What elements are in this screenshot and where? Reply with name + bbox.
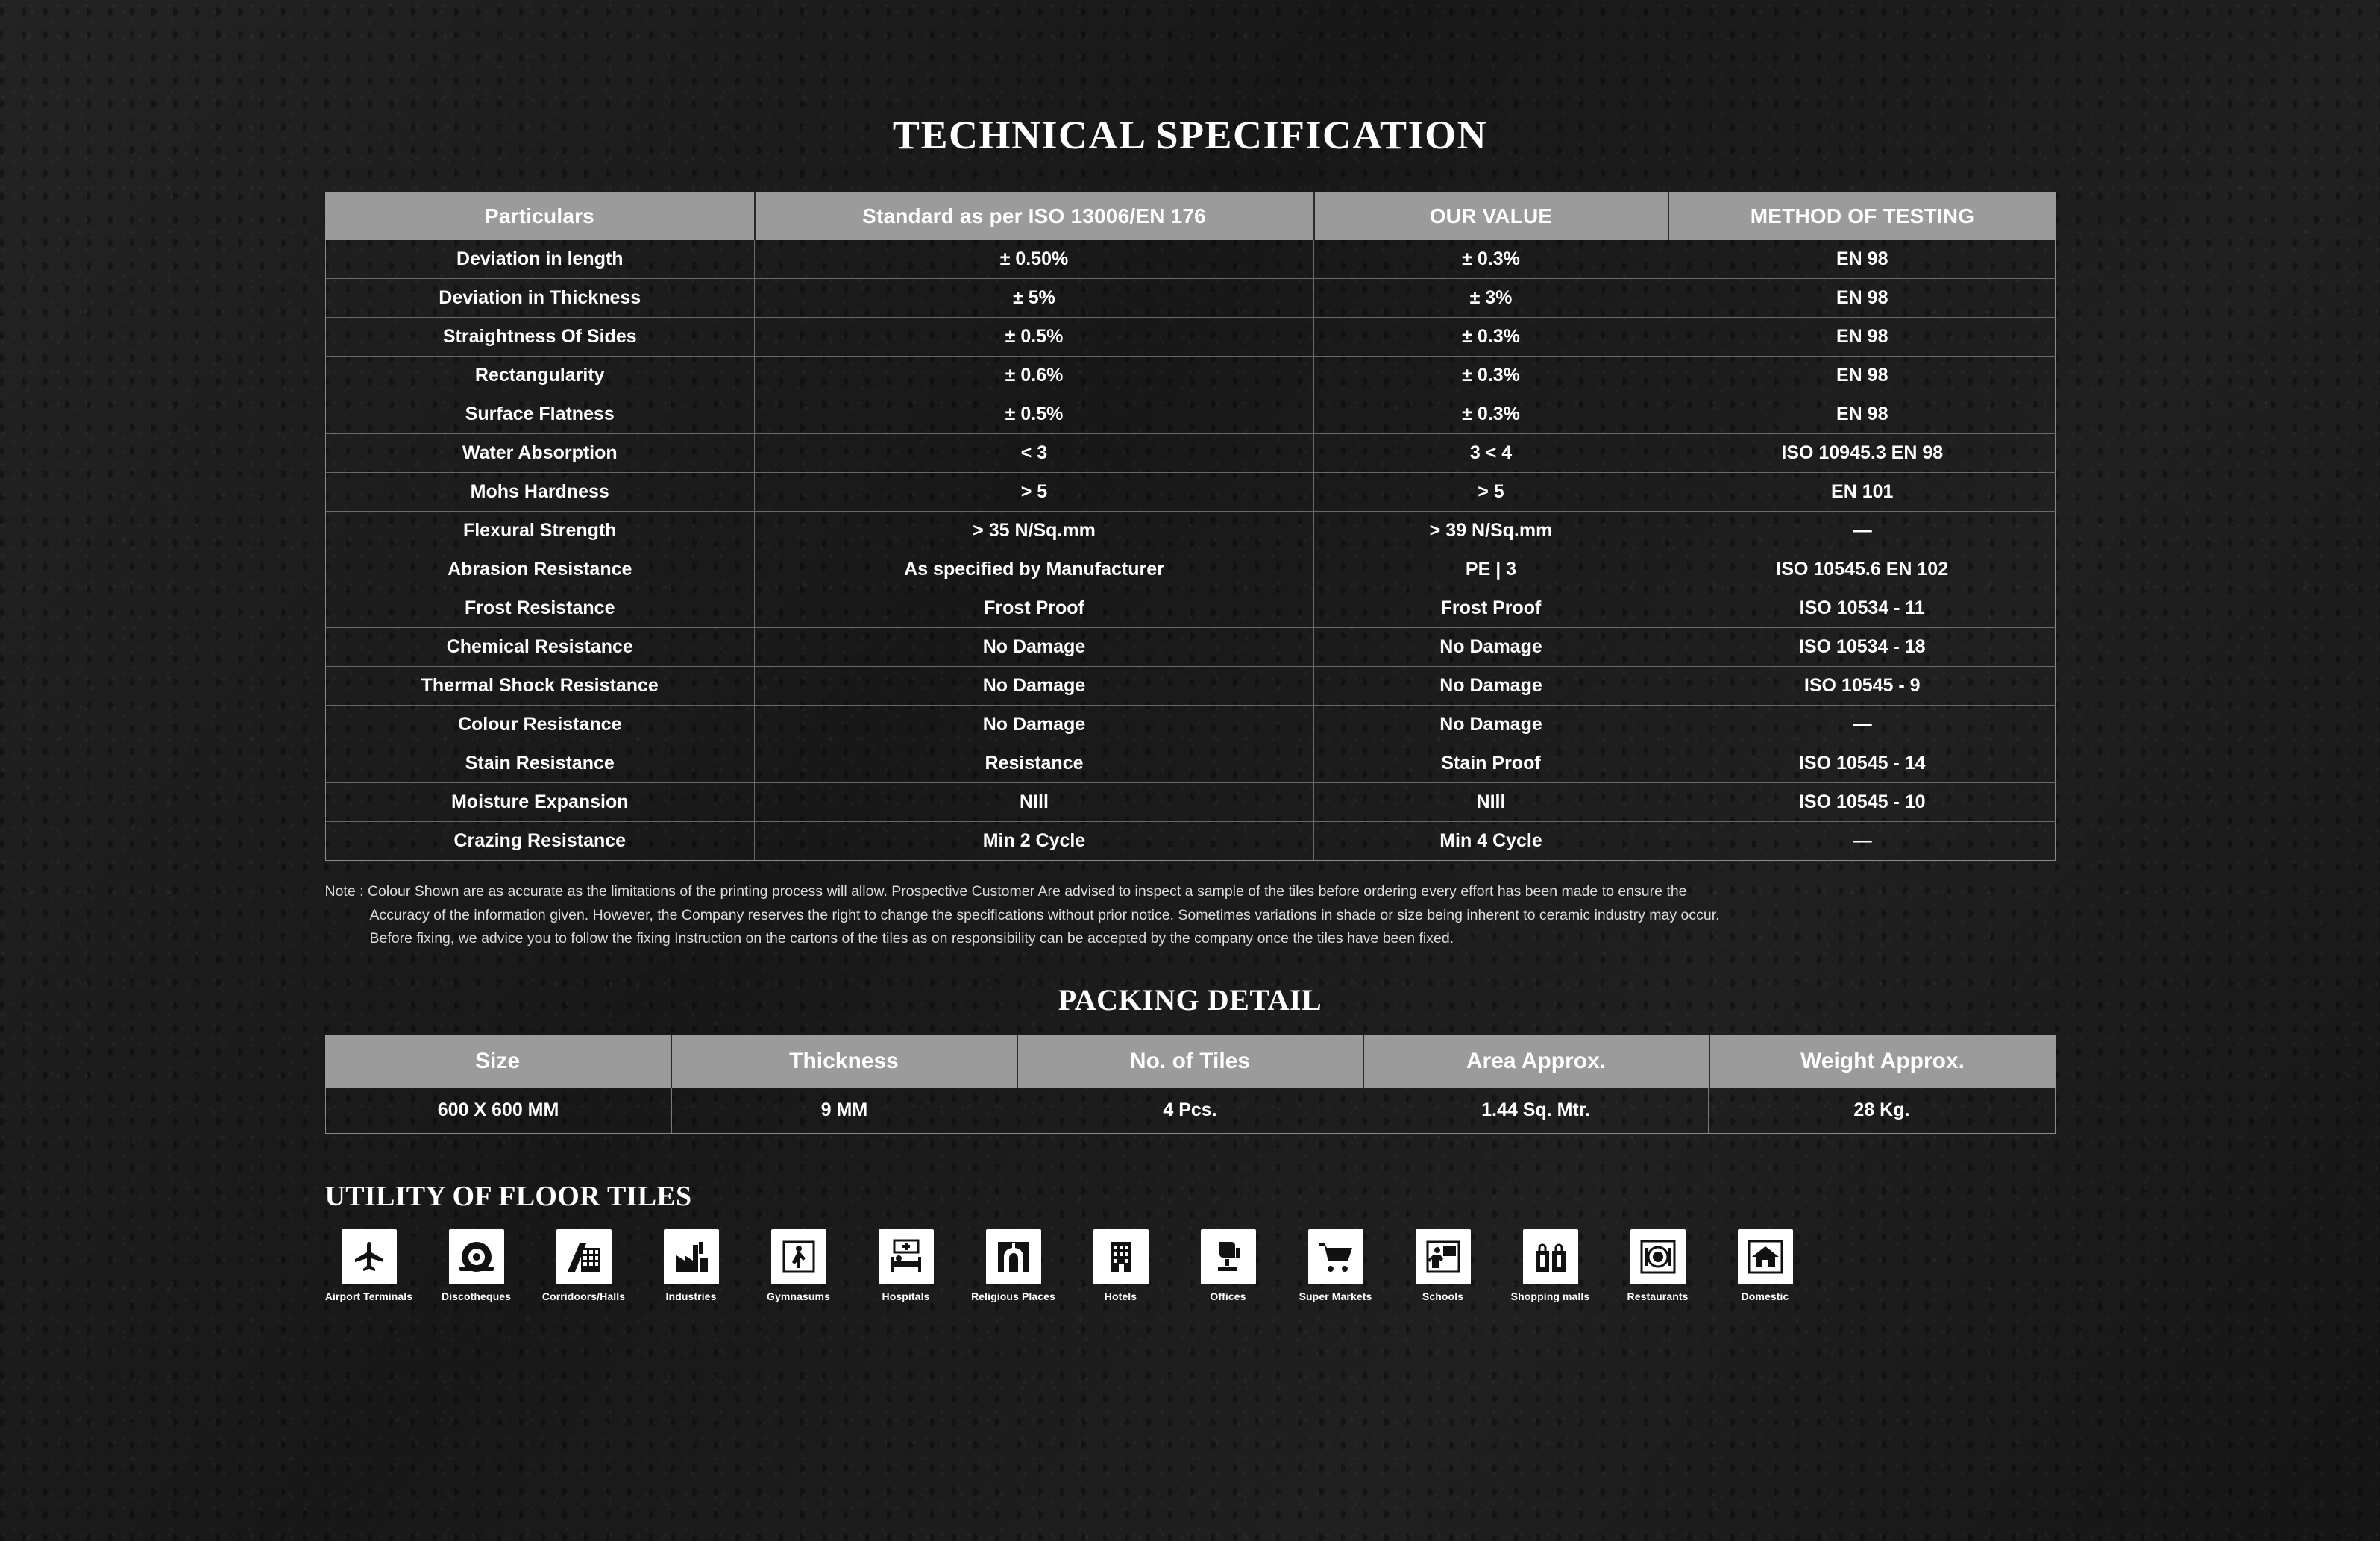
cell-particular: Moisture Expansion (326, 783, 755, 822)
utility-item-offices (1184, 1229, 1272, 1302)
cell-method: ISO 10534 - 18 (1668, 628, 2056, 667)
column-header-size: Size (325, 1035, 671, 1088)
utility-label: Shopping malls (1510, 1290, 1590, 1302)
factory-icon (664, 1229, 719, 1284)
cell-our-value: 3 < 4 (1314, 434, 1668, 473)
cell-method: — (1668, 706, 2056, 744)
airplane-icon (342, 1229, 397, 1284)
cell-standard: ± 5% (755, 279, 1314, 318)
utility-item-discotheques (433, 1229, 521, 1302)
utility-label: Schools (1422, 1290, 1464, 1302)
cell-standard: As specified by Manufacturer (755, 550, 1314, 589)
cell-method: ISO 10545 - 9 (1668, 667, 2056, 706)
cell-our-value: > 5 (1314, 473, 1668, 512)
cell-area-approx: 1.44 Sq. Mtr. (1363, 1088, 1709, 1133)
cell-method: — (1853, 830, 1871, 851)
utility-label: Airport Terminals (324, 1290, 413, 1302)
table-row (326, 240, 2056, 279)
cell-our-value: No Damage (1314, 706, 1668, 744)
disc-icon (449, 1229, 504, 1284)
cell-method: ISO 10945.3 EN 98 (1668, 434, 2056, 473)
teacher-board-icon (1416, 1229, 1471, 1284)
column-header-particulars: Particulars (326, 192, 755, 240)
page-title: TECHNICAL SPECIFICATION (892, 113, 1488, 157)
column-header-method: METHOD OF TESTING (1668, 192, 2056, 240)
column-header-weight-approx: Weight Approx. (1709, 1035, 2056, 1088)
column-header-thickness: Thickness (671, 1035, 1017, 1088)
cell-our-value: No Damage (1314, 628, 1668, 667)
utility-label: Hotels (1104, 1290, 1137, 1302)
cell-standard: Resistance (755, 744, 1314, 783)
utility-item-industries (647, 1229, 735, 1302)
utility-item-domestic (1721, 1229, 1809, 1302)
table-row (326, 628, 2056, 667)
hotel-building-icon (1093, 1229, 1149, 1284)
cell-our-value: PE | 3 (1314, 550, 1668, 589)
gym-icon (771, 1229, 826, 1284)
spec-table-header (326, 192, 2056, 240)
cell-particular: Flexural Strength (326, 512, 755, 550)
note-line-2: Accuracy of the information given. However, the Company reserves the right to change the specifications without prior notice. Sometimes variations in shade or size being inherent to ceramic industry may occur. (369, 906, 1720, 923)
table-row (326, 318, 2056, 357)
cell-our-value: Stain Proof (1314, 744, 1668, 783)
cell-particular: Colour Resistance (326, 706, 755, 744)
utility-item-restaurants (1614, 1229, 1702, 1302)
utility-item-hotels (1077, 1229, 1165, 1302)
utility-label: Super Markets (1299, 1290, 1372, 1302)
cell-method: EN 98 (1668, 240, 2056, 279)
utility-item-shopping-malls (1507, 1229, 1595, 1302)
table-row (326, 783, 2056, 822)
column-header-our-value: OUR VALUE (1314, 192, 1668, 240)
utility-label: Hospitals (882, 1290, 930, 1302)
table-row (326, 473, 2056, 512)
cell-method: ISO 10545.6 EN 102 (1668, 550, 2056, 589)
cell-weight-approx: 28 Kg. (1853, 1099, 1910, 1120)
table-row (326, 706, 2056, 744)
utility-label: Offices (1210, 1290, 1246, 1302)
cell-our-value: NIll (1314, 783, 1668, 822)
cell-standard: ± 0.6% (755, 357, 1314, 395)
table-row (326, 667, 2056, 706)
corridor-icon (556, 1229, 612, 1284)
cell-particular: Mohs Hardness (326, 473, 755, 512)
cell-our-value: ± 3% (1314, 279, 1668, 318)
table-header-row (325, 1035, 2056, 1088)
cell-size: 600 X 600 MM (326, 1088, 672, 1133)
utility-label: Restaurants (1627, 1290, 1689, 1302)
cell-method: ISO 10545 - 14 (1668, 744, 2056, 783)
table-header-row (326, 192, 2056, 240)
temple-icon (986, 1229, 1041, 1284)
utility-label: Domestic (1741, 1290, 1789, 1302)
cell-method: EN 98 (1668, 395, 2056, 434)
cell-standard: No Damage (755, 628, 1314, 667)
table-row (326, 744, 2056, 783)
table-row (326, 1088, 2055, 1133)
cell-our-value: > 39 N/Sq.mm (1314, 512, 1668, 550)
column-header-no-of-tiles: No. of Tiles (1017, 1035, 1363, 1088)
cell-standard: NIll (755, 783, 1314, 822)
utility-item-gymnasums (755, 1229, 843, 1302)
cell-our-value: ± 0.3% (1314, 318, 1668, 357)
table-row (326, 512, 2056, 550)
cell-standard: < 3 (755, 434, 1314, 473)
table-row (326, 822, 2056, 861)
utility-item-airport-terminals (325, 1229, 413, 1302)
table-row (326, 395, 2056, 434)
utility-icon-row (325, 1229, 2056, 1302)
cell-standard: No Damage (755, 667, 1314, 706)
cell-method: EN 101 (1668, 473, 2056, 512)
cell-method: ISO 10534 - 11 (1668, 589, 2056, 628)
packing-detail-title: PACKING DETAIL (1058, 982, 1322, 1017)
cell-standard: Min 2 Cycle (755, 822, 1314, 861)
utility-item-hospitals (862, 1229, 950, 1302)
office-chair-icon (1201, 1229, 1256, 1284)
cell-standard: ± 0.5% (755, 395, 1314, 434)
cell-particular: Surface Flatness (326, 395, 755, 434)
cell-our-value: ± 0.3% (1314, 395, 1668, 434)
cell-particular: Deviation in Thickness (326, 279, 755, 318)
utility-item-corridoors-halls (540, 1229, 628, 1302)
hospital-bed-icon (879, 1229, 934, 1284)
cell-particular: Chemical Resistance (326, 628, 755, 667)
cell-method: EN 98 (1668, 357, 2056, 395)
cell-our-value: Min 4 Cycle (1314, 822, 1668, 861)
table-row (326, 434, 2056, 473)
cell-our-value: Frost Proof (1314, 589, 1668, 628)
packing-detail-table (325, 1035, 2056, 1134)
cell-particular: Stain Resistance (326, 744, 755, 783)
cell-standard: Frost Proof (755, 589, 1314, 628)
shopping-bags-icon (1523, 1229, 1578, 1284)
cell-particular: Thermal Shock Resistance (326, 667, 755, 706)
utility-label: Industries (665, 1290, 717, 1302)
cell-method: EN 98 (1668, 279, 2056, 318)
plate-cutlery-icon (1630, 1229, 1686, 1284)
table-row (326, 550, 2056, 589)
cell-particular: Deviation in length (326, 240, 755, 279)
cell-particular: Abrasion Resistance (326, 550, 755, 589)
cell-our-value: ± 0.3% (1314, 357, 1668, 395)
column-header-area-approx: Area Approx. (1363, 1035, 1709, 1088)
utility-label: Gymnasums (767, 1290, 830, 1302)
table-row (326, 279, 2056, 318)
packing-table-body (326, 1088, 2055, 1133)
utility-label: Corridoors/Halls (541, 1290, 626, 1302)
cell-method: EN 98 (1668, 318, 2056, 357)
cell-particular: Frost Resistance (326, 589, 755, 628)
technical-specification-table (325, 192, 2056, 861)
cell-particular: Water Absorption (326, 434, 755, 473)
shopping-cart-icon (1308, 1229, 1363, 1284)
table-row (326, 357, 2056, 395)
utility-label: Discotheques (442, 1290, 511, 1302)
cell-method: — (1668, 512, 2056, 550)
column-header-standard: Standard as per ISO 13006/EN 176 (755, 192, 1314, 240)
packing-table-header (325, 1035, 2056, 1088)
utility-item-super-markets (1292, 1229, 1380, 1302)
utility-item-schools (1399, 1229, 1487, 1302)
utility-label: Religious Places (971, 1290, 1055, 1302)
cell-method: ISO 10545 - 10 (1668, 783, 2056, 822)
cell-thickness: 9 MM (671, 1088, 1017, 1133)
note-line-3: Before fixing, we advice you to follow the fixing Instruction on the cartons of the tiles as on responsibility can be accepted by the company once the tiles have been fixed. (369, 930, 1454, 947)
cell-no-of-tiles: 4 Pcs. (1017, 1088, 1363, 1133)
cell-standard: ± 0.5% (755, 318, 1314, 357)
utility-section-title: UTILITY OF FLOOR TILES (324, 1180, 692, 1212)
table-row (326, 589, 2056, 628)
cell-our-value: No Damage (1314, 667, 1668, 706)
cell-particular: Straightness Of Sides (326, 318, 755, 357)
cell-particular: Crazing Resistance (326, 822, 755, 861)
cell-standard: No Damage (755, 706, 1314, 744)
spec-table-body (326, 240, 2056, 860)
disclaimer-note (325, 880, 2056, 951)
cell-standard: > 5 (755, 473, 1314, 512)
house-icon (1738, 1229, 1793, 1284)
cell-our-value: ± 0.3% (1314, 240, 1668, 279)
cell-standard: ± 0.50% (755, 240, 1314, 279)
cell-standard: > 35 N/Sq.mm (755, 512, 1314, 550)
cell-particular: Rectangularity (326, 357, 755, 395)
utility-item-religious-places (970, 1229, 1058, 1302)
note-line-1: Note : Colour Shown are as accurate as the limitations of the printing process will allow. Prospective Customer Are advised to inspect a sample of the tiles before ordering every effort has been made to ensure the (324, 883, 1687, 900)
